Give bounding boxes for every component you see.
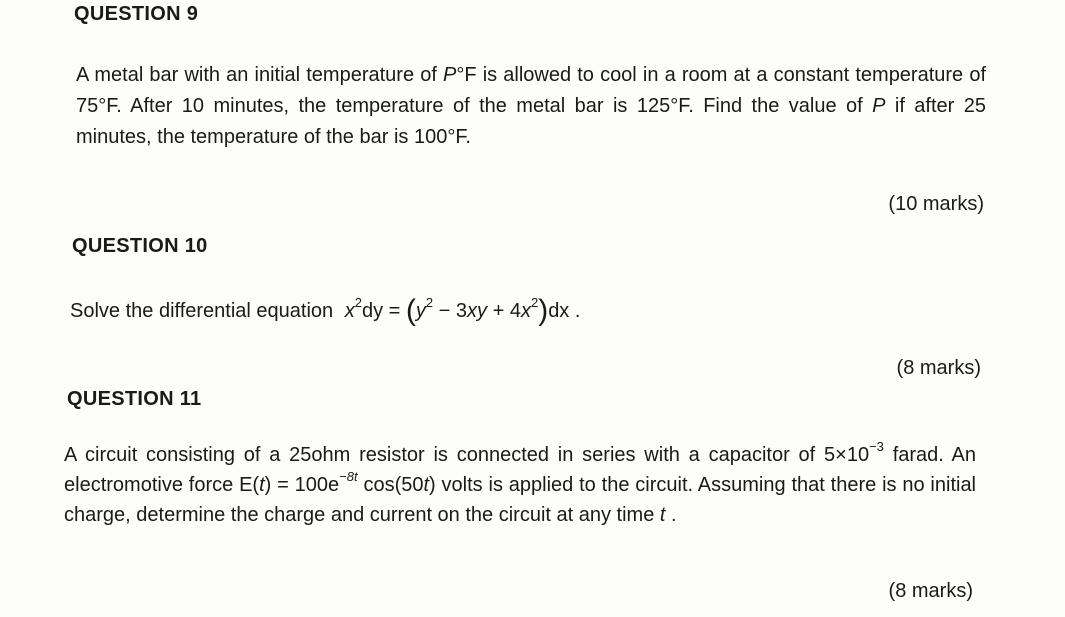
question-11-title: QUESTION 11: [67, 388, 202, 410]
question-10-text: Solve the differential equation $x^2dy = (y^2 - 3xy + 4x^2)dx$ .: [70, 294, 581, 327]
question-9-text: A metal bar with an initial temperature of P°F is allowed to cool in a room at a constant temperature of 75°F. After 10 minutes, the temperature of the metal bar is 125°F. Find the value of P if after 25 minutes, the temperature of the bar is 100°F.: [76, 64, 986, 148]
question-10-title: QUESTION 10: [72, 235, 208, 257]
question-10-marks: (8 marks): [896, 357, 981, 379]
question-9-title: QUESTION 9: [74, 3, 199, 25]
differential-equation: $x^2dy = (y^2 - 3xy + 4x^2)dx$ .: [344, 294, 581, 327]
emf-expression: $E(t) = 100e^{-8t}$ cos(50t: [239, 469, 430, 496]
question-11-marks: (8 marks): [888, 580, 973, 602]
question-9-marks: (10 marks): [888, 193, 984, 215]
question-11-text: A circuit consisting of a 25ohm resistor is connected in series with a capacitor of $5\times 10^{-3}$ farad. An electromotive force $E(t) = 100e^{-8t}$ cos(50t) volts is applied to the circuit. Assuming that there is no initial charge, determine the charge and current on the circuit at any time t .: [64, 439, 977, 526]
